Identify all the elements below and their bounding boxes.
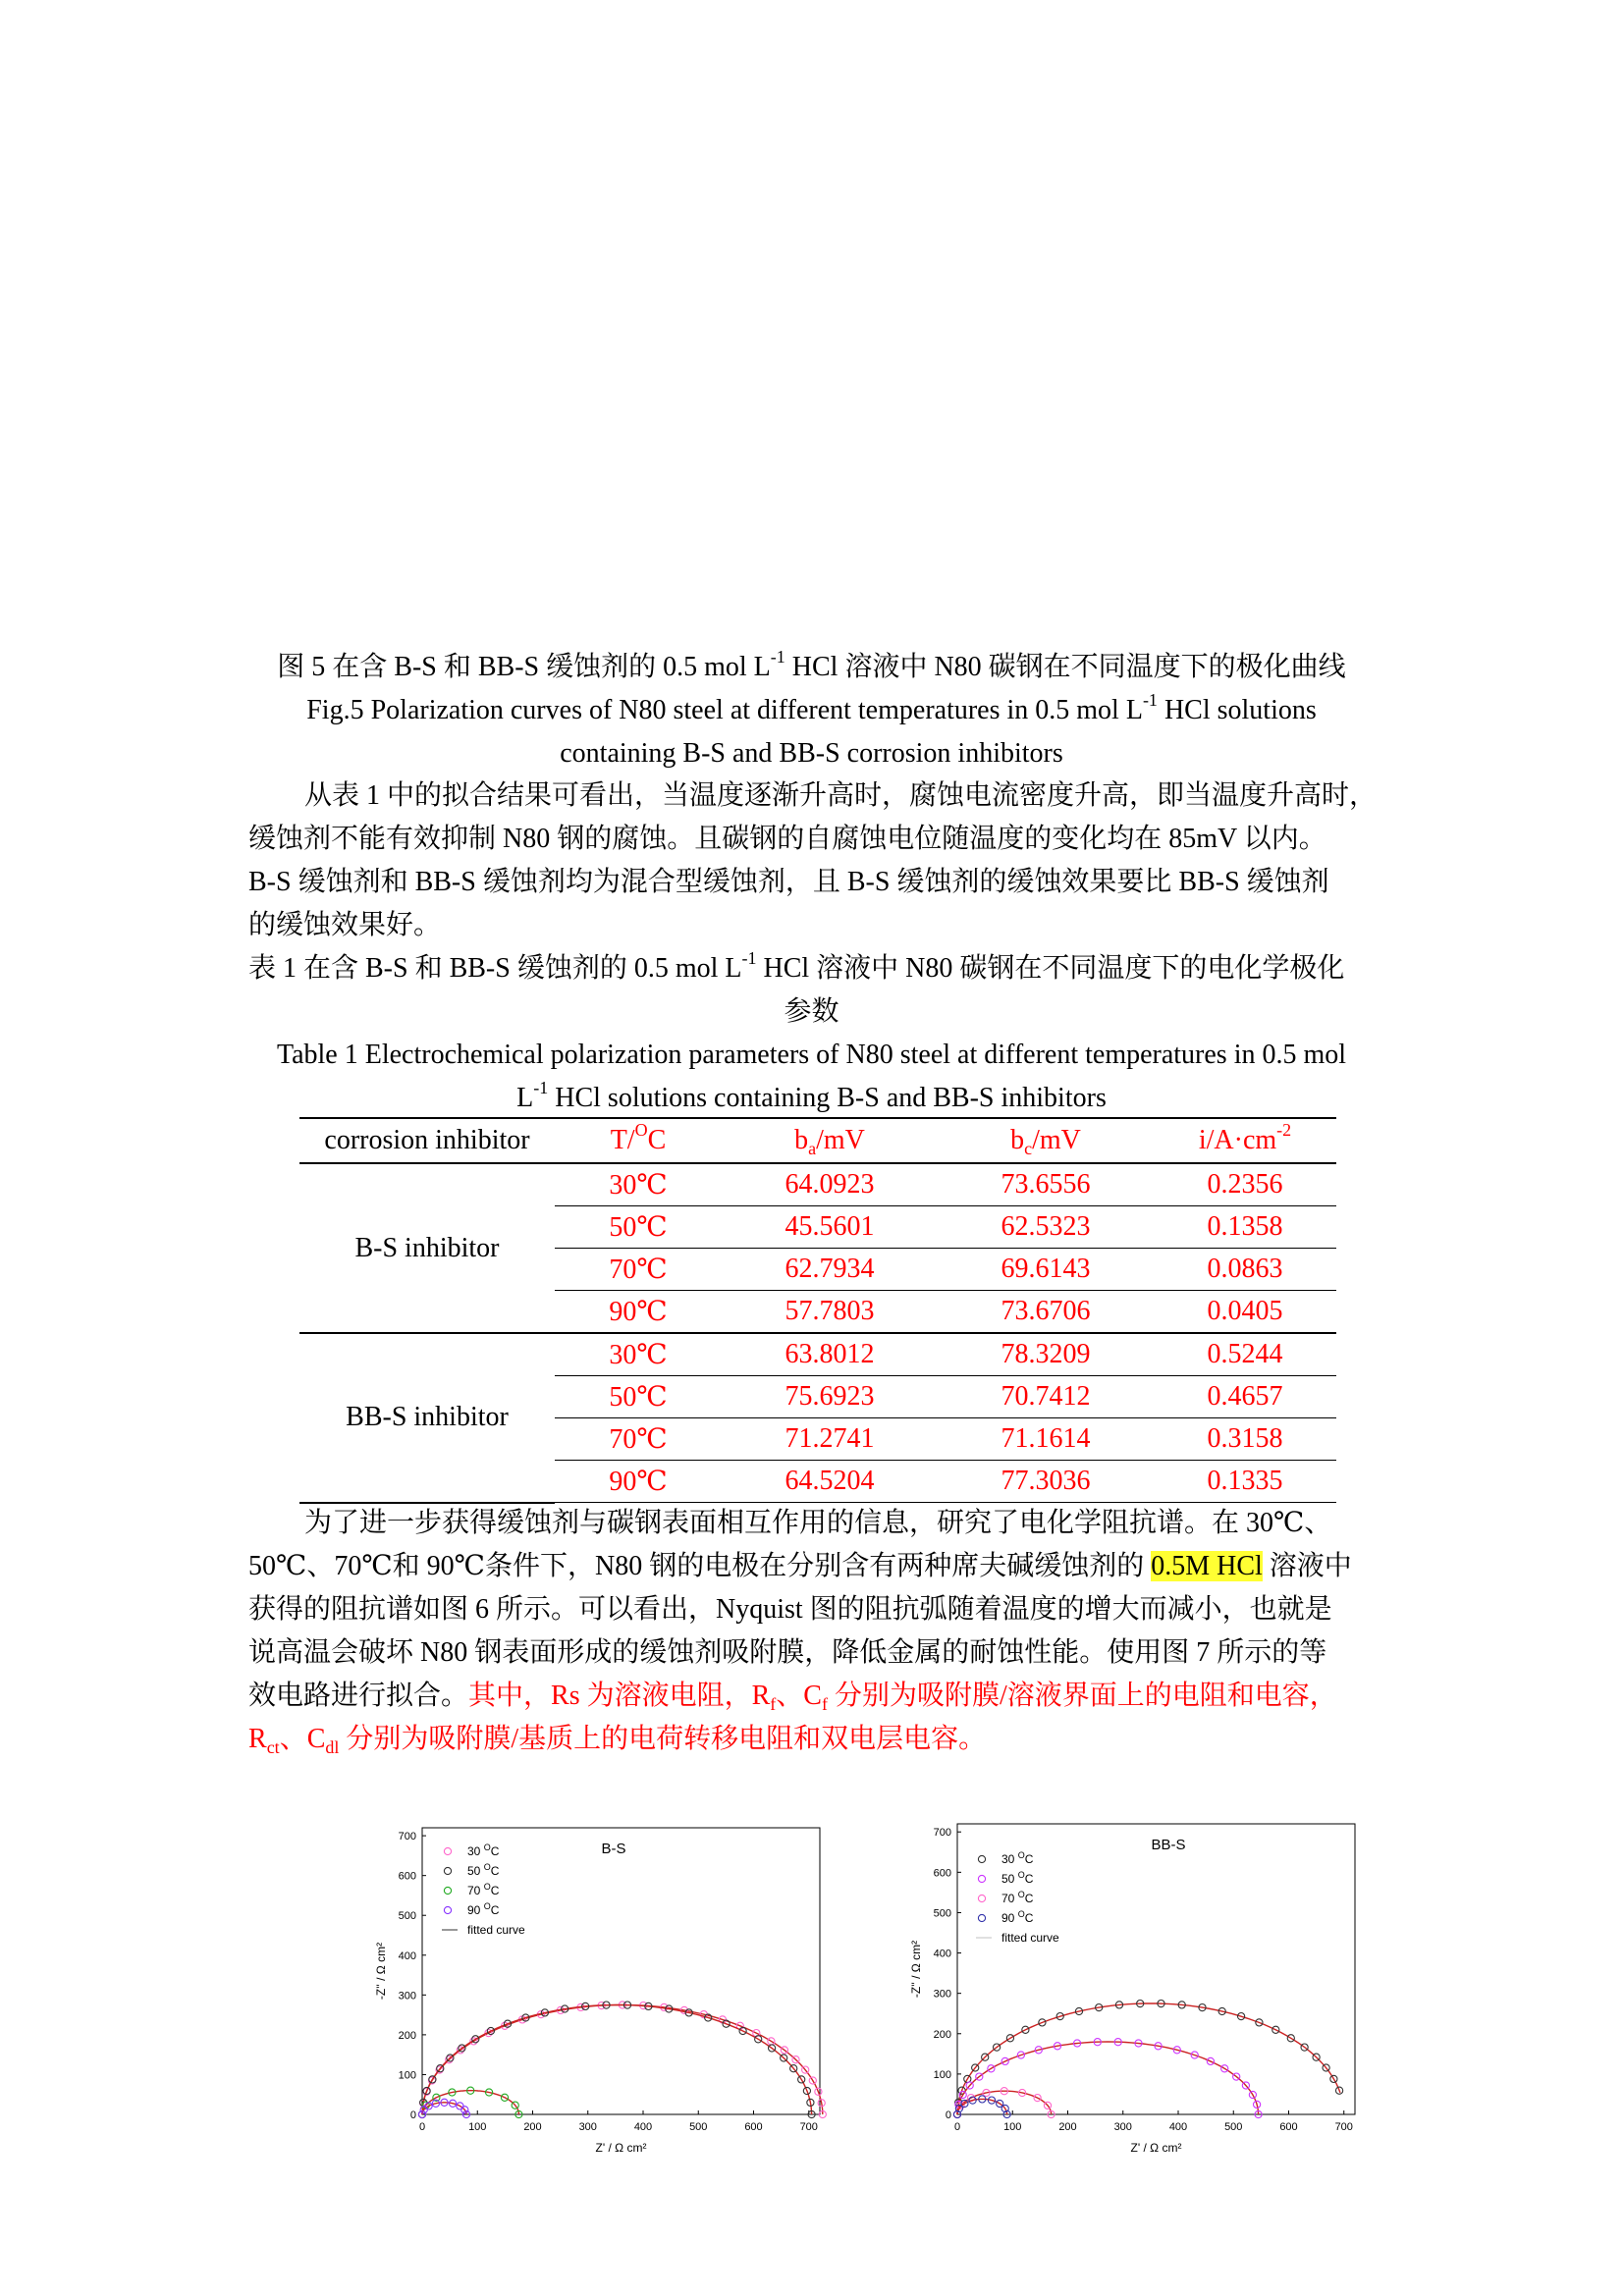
cell-temperature: 90℃ xyxy=(555,1291,722,1334)
x-tick-label: 400 xyxy=(1168,2121,1188,2133)
y-tick-label: 300 xyxy=(398,1990,416,2002)
cell-current: 0.5244 xyxy=(1154,1333,1336,1376)
fitted-curve xyxy=(957,2042,1259,2114)
legend-marker xyxy=(444,1887,451,1894)
x-tick-label: 200 xyxy=(523,2121,542,2133)
x-tick-label: 600 xyxy=(744,2121,763,2133)
cell-bc: 62.5323 xyxy=(938,1206,1154,1249)
cell-bc: 78.3209 xyxy=(938,1333,1154,1376)
header-temperature: T/$^O$C xyxy=(555,1118,722,1163)
x-tick-label: 700 xyxy=(1334,2121,1353,2133)
x-tick-label: 100 xyxy=(1003,2121,1022,2133)
cell-ba: 64.5204 xyxy=(722,1461,938,1503)
cell-ba: 75.6923 xyxy=(722,1376,938,1418)
y-tick-label: 700 xyxy=(398,1831,416,1843)
legend-label: 30 $^O$C xyxy=(1001,1850,1034,1866)
chart-title: BB-S xyxy=(1151,1837,1186,1853)
para1-line: 从表 1 中的拟合结果可看出，当温度逐渐升高时，腐蚀电流密度升高，即当温度升高时， xyxy=(304,780,1378,811)
cell-current: 0.2356 xyxy=(1154,1163,1336,1206)
x-axis-label: Z' / Ω cm² xyxy=(1130,2141,1182,2155)
para1-line: B-S 缓蚀剂和 BB-S 缓蚀剂均为混合型缓蚀剂，且 B-S 缓蚀剂的缓蚀效果要比 BB-S 缓蚀剂 xyxy=(248,867,1329,897)
legend-marker xyxy=(978,1855,985,1862)
para2-line: 获得的阻抗谱如图 6 所示。可以看出，Nyquist 图的阻抗弧随着温度的增大而减小，也就是 xyxy=(248,1594,1332,1625)
header-bc: $b_c/mV$ xyxy=(938,1118,1154,1163)
nyquist-chart-bbs xyxy=(889,1816,1365,2169)
cell-current: 0.0863 xyxy=(1154,1249,1336,1291)
x-tick-label: 700 xyxy=(799,2121,818,2133)
x-tick-label: 500 xyxy=(689,2121,708,2133)
cell-current: 0.0405 xyxy=(1154,1291,1336,1334)
cell-ba: 45.5601 xyxy=(722,1206,938,1249)
figure5-caption-en-line2: containing B-S and BB-S corrosion inhibitors xyxy=(560,738,1063,769)
para2-line: 为了进一步获得缓蚀剂与碳钢表面相互作用的信息，研究了电化学阻抗谱。在 30℃、 xyxy=(304,1508,1332,1538)
y-tick-label: 100 xyxy=(933,2068,951,2081)
cell-temperature: 30℃ xyxy=(555,1333,722,1376)
table1-caption-cn: 表 1 在含 B-S 和 BB-S 缓蚀剂的 0.5 mol $L^{-1}$ HCl 溶液中 N80 碳钢在不同温度下的电化学极化 xyxy=(248,948,1345,984)
para1-line: 的缓蚀效果好。 xyxy=(248,910,442,940)
group-label: B-S inhibitor xyxy=(299,1163,555,1333)
y-tick-label: 700 xyxy=(933,1827,951,1840)
cell-ba: 64.0923 xyxy=(722,1163,938,1206)
para1-line: 缓蚀剂不能有效抑制 N80 钢的腐蚀。且碳钢的自腐蚀电位随温度的变化均在 85mV 以内。 xyxy=(248,824,1326,854)
polarization-table xyxy=(299,1117,1336,1504)
cell-bc: 70.7412 xyxy=(938,1376,1154,1418)
table1-caption-en-line2: $L^{-1}$ HCl solutions containing B-S and BB-S inhibitors xyxy=(516,1078,1107,1113)
para2-line: $R_{ct}$、$C_{dl}$ 分别为吸附膜/基质上的电荷转移电阻和双电层电容。 xyxy=(248,1724,987,1757)
cell-bc: 73.6706 xyxy=(938,1291,1154,1334)
figure5-caption-en: Fig.5 Polarization curves of N80 steel at different temperatures in 0.5 mol $L^{-1}$ HCl solutions xyxy=(306,690,1317,725)
table-row xyxy=(299,1163,1336,1206)
cell-current: 0.4657 xyxy=(1154,1376,1336,1418)
legend-label: 50 $^O$C xyxy=(1001,1870,1034,1886)
y-tick-label: 300 xyxy=(933,1988,951,2001)
cell-current: 0.1358 xyxy=(1154,1206,1336,1249)
y-tick-label: 0 xyxy=(409,2109,416,2121)
x-tick-label: 0 xyxy=(418,2121,426,2133)
table1-caption-cn-line2: 参数 xyxy=(784,996,839,1027)
y-tick-label: 200 xyxy=(933,2028,951,2041)
y-axis-label: -Z'' / Ω cm² xyxy=(374,1942,388,2001)
cell-ba: 71.2741 xyxy=(722,1418,938,1461)
para2-line: 效电路进行拟合。其中，Rs 为溶液电阻，$R_f$、$C_f$ 分别为吸附膜/溶液界面上的电阻和电容， xyxy=(248,1681,1337,1714)
fitted-curve xyxy=(422,2005,823,2115)
legend-fit-label: fitted curve xyxy=(1001,1931,1059,1945)
header-ba: $b_a/mV$ xyxy=(722,1118,938,1163)
table1-caption-en: Table 1 Electrochemical polarization parameters of N80 steel at different temperatures in 0.5 mol xyxy=(276,1040,1347,1070)
y-tick-label: 100 xyxy=(398,2069,416,2082)
table-row xyxy=(299,1333,1336,1376)
x-tick-label: 0 xyxy=(953,2121,961,2133)
cell-temperature: 70℃ xyxy=(555,1249,722,1291)
legend-label: 50 $^O$C xyxy=(467,1862,500,1878)
y-tick-label: 500 xyxy=(933,1907,951,1920)
y-tick-label: 400 xyxy=(933,1948,951,1960)
x-tick-label: 300 xyxy=(578,2121,597,2133)
table-header-row xyxy=(299,1118,1336,1163)
y-tick-label: 400 xyxy=(398,1949,416,1962)
plot-frame xyxy=(957,1824,1355,2114)
x-tick-label: 200 xyxy=(1058,2121,1077,2133)
y-tick-label: 0 xyxy=(945,2109,951,2121)
highlighted-text: 0.5M HCl xyxy=(1151,1551,1263,1581)
legend-label: 70 $^O$C xyxy=(467,1882,500,1897)
para2-line: 说高温会破坏 N80 钢表面形成的缓蚀剂吸附膜，降低金属的耐蚀性能。使用图 7 所示的等 xyxy=(248,1637,1327,1668)
x-axis-label: Z' / Ω cm² xyxy=(595,2141,647,2155)
x-tick-label: 300 xyxy=(1113,2121,1132,2133)
cell-ba: 62.7934 xyxy=(722,1249,938,1291)
x-tick-label: 400 xyxy=(633,2121,653,2133)
cell-temperature: 50℃ xyxy=(555,1376,722,1418)
y-axis-label: -Z'' / Ω cm² xyxy=(909,1940,923,1999)
cell-current: 0.3158 xyxy=(1154,1418,1336,1461)
figure5-caption-cn: 图 5 在含 B-S 和 BB-S 缓蚀剂的 0.5 mol $L^{-1}$ HCl 溶液中 N80 碳钢在不同温度下的极化曲线 xyxy=(277,647,1346,682)
legend-marker xyxy=(978,1895,985,1901)
cell-temperature: 50℃ xyxy=(555,1206,722,1249)
fitted-curve xyxy=(422,2005,812,2115)
legend-label: 30 $^O$C xyxy=(467,1842,500,1858)
cell-current: 0.1335 xyxy=(1154,1461,1336,1503)
y-tick-label: 500 xyxy=(398,1910,416,1923)
y-tick-label: 200 xyxy=(398,2029,416,2042)
cell-temperature: 90℃ xyxy=(555,1461,722,1503)
cell-bc: 69.6143 xyxy=(938,1249,1154,1291)
cell-bc: 71.1614 xyxy=(938,1418,1154,1461)
cell-bc: 73.6556 xyxy=(938,1163,1154,1206)
legend-fit-label: fitted curve xyxy=(467,1923,525,1937)
chart-title: B-S xyxy=(601,1841,626,1857)
x-tick-label: 600 xyxy=(1279,2121,1298,2133)
cell-ba: 57.7803 xyxy=(722,1291,938,1334)
group-label: BB-S inhibitor xyxy=(299,1333,555,1503)
legend-marker xyxy=(444,1847,451,1854)
cell-temperature: 70℃ xyxy=(555,1418,722,1461)
header-current-density: $i/A\cdot cm^{-2}$ xyxy=(1154,1118,1336,1163)
cell-bc: 77.3036 xyxy=(938,1461,1154,1503)
y-tick-label: 600 xyxy=(398,1870,416,1883)
legend-marker xyxy=(444,1867,451,1874)
legend-label: 90 $^O$C xyxy=(467,1901,500,1917)
legend-marker xyxy=(978,1875,985,1882)
legend-label: 70 $^O$C xyxy=(1001,1890,1034,1905)
cell-ba: 63.8012 xyxy=(722,1333,938,1376)
legend-label: 90 $^O$C xyxy=(1001,1909,1034,1925)
para2-line: 50℃、70℃和 90℃条件下，N80 钢的电极在分别含有两种席夫碱缓蚀剂的 0.5M HCl 溶液中 xyxy=(248,1551,1352,1581)
header-inhibitor: corrosion inhibitor xyxy=(299,1118,555,1163)
legend-marker xyxy=(444,1906,451,1913)
x-tick-label: 500 xyxy=(1224,2121,1243,2133)
legend-marker xyxy=(978,1914,985,1921)
x-tick-label: 100 xyxy=(468,2121,487,2133)
nyquist-chart-bs xyxy=(353,1816,830,2169)
fitted-curve xyxy=(957,2003,1340,2114)
cell-temperature: 30℃ xyxy=(555,1163,722,1206)
y-tick-label: 600 xyxy=(933,1867,951,1880)
